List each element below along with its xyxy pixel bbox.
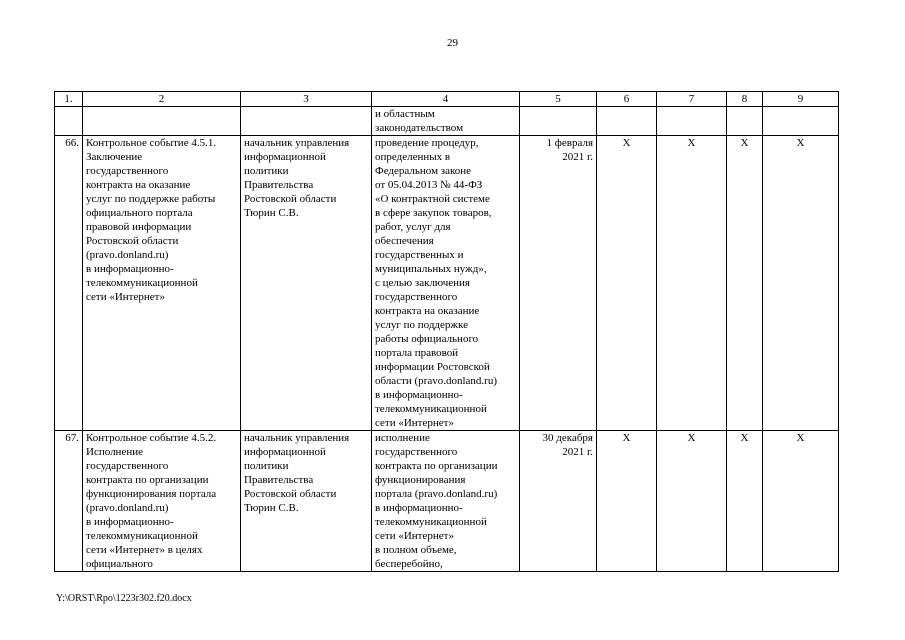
file-path-footer: Y:\ORST\Rpo\1223r302.f20.docx <box>56 593 192 604</box>
mark-cell: X <box>597 136 657 431</box>
mark-cell: X <box>727 431 763 572</box>
date-cell: 1 февраля 2021 г. <box>520 136 597 431</box>
responsible-cell: начальник управления информационной политики Правительства Ростовской области Тюрин С.В. <box>241 136 372 431</box>
header-cell: 7 <box>657 92 727 107</box>
table-row <box>55 431 839 572</box>
empty-cell <box>597 107 657 136</box>
header-cell: 3 <box>241 92 372 107</box>
event-cell: Контрольное событие 4.5.2. Исполнение государственного контракта по организации функционирования портала (pravo.donland.ru) в информационно- телекоммуникационной сети «Интернет» в целях официального <box>83 431 241 572</box>
empty-cell <box>657 107 727 136</box>
result-cell: и областным законодательством <box>372 107 520 136</box>
page-number: 29 <box>447 37 458 49</box>
header-cell: 6 <box>597 92 657 107</box>
empty-cell <box>55 107 83 136</box>
header-cell: 9 <box>763 92 839 107</box>
responsible-cell: начальник управления информационной политики Правительства Ростовской области Тюрин С.В. <box>241 431 372 572</box>
empty-cell <box>727 107 763 136</box>
row-number: 66. <box>55 136 83 431</box>
header-cell: 4 <box>372 92 520 107</box>
event-cell: Контрольное событие 4.5.1. Заключение государственного контракта на оказание услуг по поддержке работы официального портала правовой информации Ростовской области (pravo.donland.ru) в информационно- телекоммуникационной сети «Интернет» <box>83 136 241 431</box>
empty-cell <box>763 107 839 136</box>
row-number: 67. <box>55 431 83 572</box>
mark-cell: X <box>763 431 839 572</box>
empty-cell <box>520 107 597 136</box>
table-header-row <box>55 92 839 107</box>
continuation-row <box>55 107 839 136</box>
header-cell: 8 <box>727 92 763 107</box>
mark-cell: X <box>597 431 657 572</box>
mark-cell: X <box>657 136 727 431</box>
result-cell: исполнение государственного контракта по организации функционирования портала (pravo.donland.ru) в информационно- телекоммуникационной сети «Интернет» в полном объеме, бесперебойно, <box>372 431 520 572</box>
date-cell: 30 декабря 2021 г. <box>520 431 597 572</box>
header-cell: 5 <box>520 92 597 107</box>
result-cell: проведение процедур, определенных в Федеральном законе от 05.04.2013 № 44-ФЗ «О контрактной системе в сфере закупок товаров, работ, услуг для обеспечения государственных и муниципальных нужд», с целью заключения государственного контракта на оказание услуг по поддержке работы официального портала правовой информации Ростовской области (pravo.donland.ru) в информационно- телекоммуникационной сети «Интернет» <box>372 136 520 431</box>
header-cell: 1. <box>55 92 83 107</box>
mark-cell: X <box>727 136 763 431</box>
header-cell: 2 <box>83 92 241 107</box>
empty-cell <box>241 107 372 136</box>
plan-table <box>54 91 839 572</box>
mark-cell: X <box>763 136 839 431</box>
mark-cell: X <box>657 431 727 572</box>
table-row <box>55 136 839 431</box>
empty-cell <box>83 107 241 136</box>
